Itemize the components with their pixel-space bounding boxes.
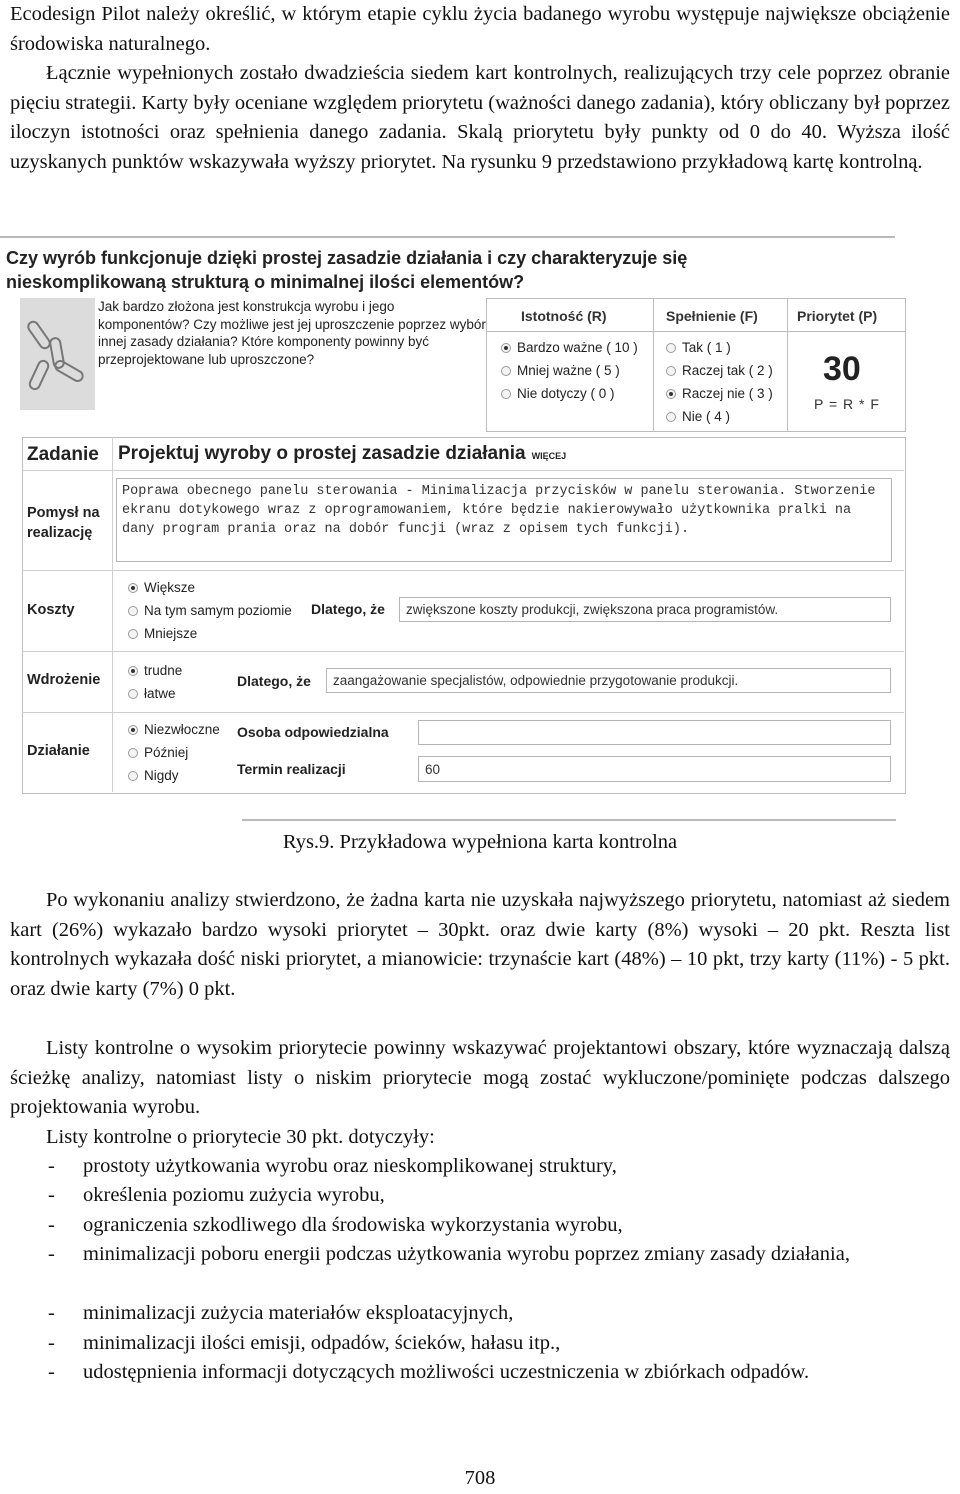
implementation-option[interactable]: trudne — [128, 663, 182, 678]
importance-header: Istotność (R) — [521, 308, 607, 324]
radio-selected-icon[interactable] — [128, 583, 138, 593]
radio-icon[interactable] — [128, 606, 138, 616]
priority-formula: P = R * F — [814, 396, 880, 412]
list-item: - udostępnienia informacji dotyczących możliwości uczestniczenia w zbiórkach odpadów. — [48, 1361, 810, 1383]
figure-caption: Rys.9. Przykładowa wypełniona karta kontrolna — [282, 831, 678, 853]
row-divider — [22, 570, 904, 571]
costs-because-label: Dlatego, że — [311, 601, 385, 617]
costs-label: Koszty — [27, 602, 75, 618]
idea-textarea[interactable]: Poprawa obecnego panelu sterowania - Minimalizacja przycisków w panelu sterowania. Stworzenie ekranu dotykowego wraz z oprogramowaniem, które będzie nakierowywało użytkownika pralki na dany program prania oraz na dobór funcji (wraz z opisem tych funkcji). — [116, 478, 892, 562]
radio-icon[interactable] — [666, 343, 676, 353]
action-option[interactable]: Później — [128, 745, 188, 760]
costs-option[interactable]: Na tym samym poziomie — [128, 603, 292, 618]
radio-selected-icon[interactable] — [666, 389, 676, 399]
task-title-row — [118, 443, 566, 465]
fulfillment-option[interactable]: Raczej nie ( 3 ) — [666, 386, 773, 401]
figure-top-rule — [0, 236, 895, 238]
more-link[interactable]: WIĘCEJ — [531, 451, 567, 461]
figure-bottom-rule — [242, 819, 896, 821]
scoring-header-divider — [487, 331, 905, 332]
radio-icon[interactable] — [128, 629, 138, 639]
row-divider — [22, 470, 904, 471]
list-item: - minimalizacji ilości emisji, odpadów, ścieków, hałasu itp., — [48, 1332, 561, 1354]
list-item: - prostoty użytkowania wyrobu oraz nieskomplikowanej struktury, — [48, 1155, 617, 1177]
paragraph-5: Listy kontrolne o priorytecie 30 pkt. dotyczyły: — [46, 1126, 435, 1148]
task-label: Zadanie — [27, 444, 99, 465]
radio-icon[interactable] — [501, 389, 511, 399]
costs-because-input[interactable]: zwiększone koszty produkcji, zwiększona praca programistów. — [399, 597, 891, 622]
radio-selected-icon[interactable] — [128, 725, 138, 735]
intro-paragraph-2: Łącznie wypełnionych zostało dwadzieścia siedem kart kontrolnych, realizujących trzy cele poprzez obranie pięciu strategii. Karty były oceniane względem priorytetu (ważności danego zadania), który obliczany był poprzez iloczyn istotności oraz spełnienia danego zadania. Skalą priorytetu były punkty od 0 do 40. Wyższa ilość uzyskanych punktów wskazywała wyższy priorytet. Na rysunku 9 przedstawiono przykładową kartę kontrolną. — [10, 62, 950, 173]
list-item: - minimalizacji poboru energii podczas użytkowania wyrobu poprzez zmiany zasady działania, — [48, 1243, 850, 1265]
action-label: Działanie — [27, 743, 90, 759]
fulfillment-option[interactable]: Raczej tak ( 2 ) — [666, 363, 773, 378]
radio-icon[interactable] — [128, 748, 138, 758]
page-number: 708 — [464, 1467, 496, 1489]
list-item: - minimalizacji zużycia materiałów eksploatacyjnych, — [48, 1302, 514, 1324]
radio-selected-icon[interactable] — [128, 666, 138, 676]
deadline-label: Termin realizacji — [237, 761, 346, 777]
radio-icon[interactable] — [128, 771, 138, 781]
implementation-label: Wdrożenie — [27, 672, 101, 688]
implementation-option[interactable]: łatwe — [128, 686, 176, 701]
fulfillment-header: Spełnienie (F) — [666, 308, 758, 324]
list-item: - określenia poziomu zużycia wyrobu, — [48, 1184, 385, 1206]
task-title: Projektuj wyroby o prostej zasadzie działania — [118, 443, 526, 464]
costs-option[interactable]: Mniejsze — [128, 626, 197, 641]
fulfillment-option[interactable]: Tak ( 1 ) — [666, 340, 731, 355]
list-item: - ograniczenia szkodliwego dla środowiska wykorzystania wyrobu, — [48, 1214, 623, 1236]
radio-icon[interactable] — [501, 366, 511, 376]
paperclips-image — [20, 298, 95, 410]
importance-option[interactable]: Mniej ważne ( 5 ) — [501, 363, 620, 378]
paragraph-4: Listy kontrolne o wysokim priorytecie powinny wskazywać projektantowi obszary, które wyznaczają dalszą ścieżkę analizy, natomiast listy o niskim priorytecie mogą zostać wykluczone/pominięte podczas dalszego projektowania wyrobu. — [10, 1037, 950, 1118]
question-title: Czy wyrób funkcjonuje dzięki prostej zasadzie działania i czy charakteryzuje się nieskomplikowaną strukturą o minimalnej ilości elementów? — [6, 248, 688, 292]
costs-option[interactable]: Większe — [128, 580, 195, 595]
row-divider — [22, 651, 904, 652]
implementation-because-label: Dlatego, że — [237, 673, 311, 689]
importance-option[interactable]: Bardzo ważne ( 10 ) — [501, 340, 638, 355]
fulfillment-option[interactable]: Nie ( 4 ) — [666, 409, 730, 424]
radio-selected-icon[interactable] — [501, 343, 511, 353]
radio-icon[interactable] — [128, 689, 138, 699]
intro-paragraph-1: Ecodesign Pilot należy określić, w którym etapie cyklu życia badanego wyrobu występuje największe obciążenie środowiska naturalnego. — [10, 3, 950, 55]
priority-score: 30 — [823, 350, 861, 388]
deadline-input[interactable]: 60 — [418, 756, 891, 782]
implementation-because-input[interactable]: zaangażowanie specjalistów, odpowiednie przygotowanie produkcji. — [326, 668, 891, 693]
scoring-col-divider-2 — [787, 299, 788, 431]
responsible-label: Osoba odpowiedzialna — [237, 724, 389, 740]
scoring-col-divider-1 — [653, 299, 654, 431]
radio-icon[interactable] — [666, 366, 676, 376]
label-column-divider — [112, 437, 113, 792]
importance-option[interactable]: Nie dotyczy ( 0 ) — [501, 386, 615, 401]
priority-header: Priorytet (P) — [797, 308, 878, 324]
responsible-input[interactable] — [418, 720, 891, 745]
action-option[interactable]: Niezwłoczne — [128, 722, 220, 737]
paperclip-icon — [20, 298, 95, 410]
idea-label: Pomysł na realizację — [27, 505, 100, 541]
row-divider — [22, 712, 904, 713]
action-option[interactable]: Nigdy — [128, 768, 179, 783]
paragraph-3: Po wykonaniu analizy stwierdzono, że żadna karta nie uzyskała najwyższego priorytetu, natomiast aż siedem kart (26%) wykazało bardzo wysoki priorytet – 30pkt. oraz dwie karty (8%) wysoki – 20 pkt. Reszta list kontrolnych wykazała dość niski priorytet, a mianowicie: trzynaście kart (48%) – 10 pkt, trzy karty (11%) - 5 pkt. oraz dwie karty (7%) 0 pkt. — [10, 889, 950, 1000]
radio-icon[interactable] — [666, 412, 676, 422]
question-description: Jak bardzo złożona jest konstrukcja wyrobu i jego komponentów? Czy możliwe jest jej uproszczenie poprzez wybór innej zasady działania? Które komponenty powinny być przeprojektowane lub uproszczone? — [98, 299, 486, 367]
